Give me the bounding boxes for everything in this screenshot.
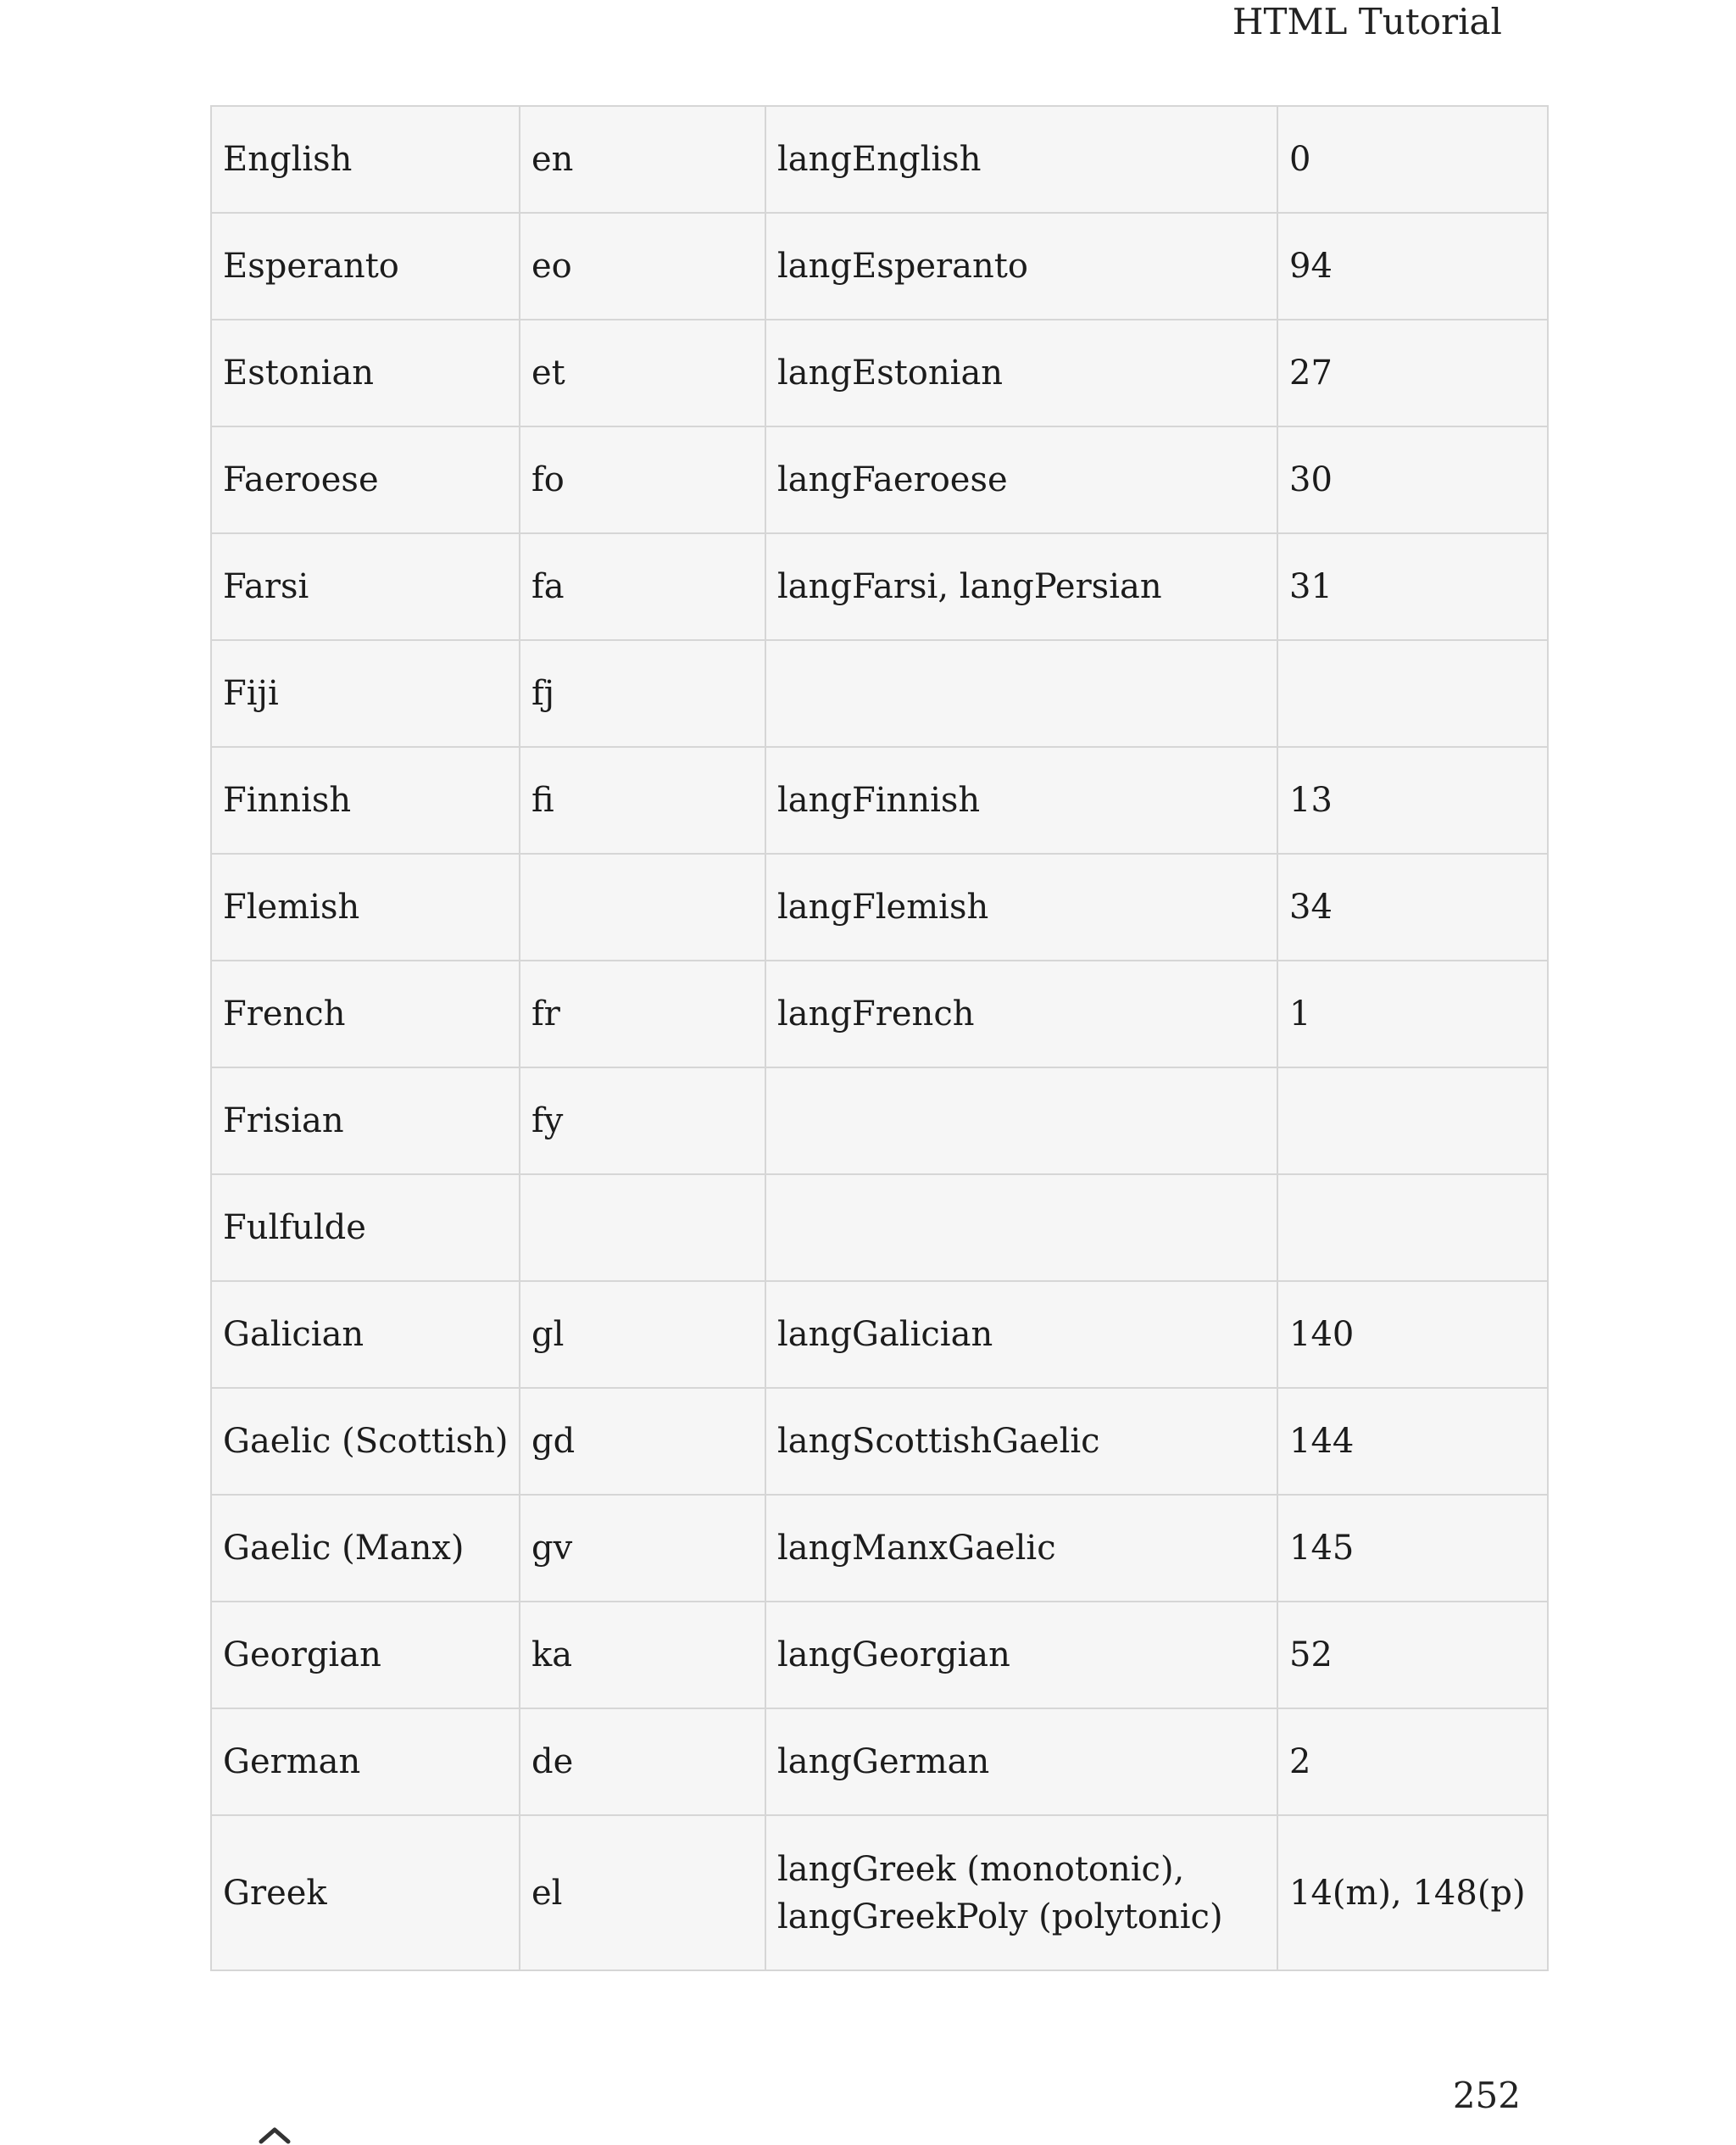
constant-cell: langGeorgian <box>765 1602 1277 1708</box>
code-cell: et <box>520 320 765 426</box>
code-cell: gl <box>520 1281 765 1388</box>
table-row <box>211 320 1548 426</box>
table-row <box>211 1174 1548 1281</box>
language-cell: Galician <box>211 1281 520 1388</box>
language-cell: Farsi <box>211 533 520 640</box>
table-row <box>211 533 1548 640</box>
id-cell <box>1277 640 1548 747</box>
constant-cell: langEnglish <box>765 106 1277 213</box>
code-cell: de <box>520 1708 765 1815</box>
language-cell: Esperanto <box>211 213 520 320</box>
language-cell: French <box>211 961 520 1067</box>
table-row <box>211 1495 1548 1602</box>
code-cell: el <box>520 1815 765 1970</box>
table-row <box>211 1067 1548 1174</box>
constant-cell: langGreek (monotonic), langGreekPoly (polytonic) <box>765 1815 1277 1970</box>
code-cell: fj <box>520 640 765 747</box>
table-row <box>211 747 1548 854</box>
table-row <box>211 1388 1548 1495</box>
code-cell <box>520 1174 765 1281</box>
code-cell: eo <box>520 213 765 320</box>
constant-cell: langFarsi, langPersian <box>765 533 1277 640</box>
language-cell: Finnish <box>211 747 520 854</box>
constant-cell: langFaeroese <box>765 426 1277 533</box>
table-row <box>211 1602 1548 1708</box>
language-cell: German <box>211 1708 520 1815</box>
language-codes-table <box>210 105 1549 1971</box>
id-cell: 31 <box>1277 533 1548 640</box>
table-row <box>211 961 1548 1067</box>
code-cell: gd <box>520 1388 765 1495</box>
language-cell: Fulfulde <box>211 1174 520 1281</box>
constant-cell: langEsperanto <box>765 213 1277 320</box>
id-cell <box>1277 1174 1548 1281</box>
language-cell: Gaelic (Manx) <box>211 1495 520 1602</box>
language-cell: Georgian <box>211 1602 520 1708</box>
code-cell: fa <box>520 533 765 640</box>
language-cell: Fiji <box>211 640 520 747</box>
page-number: 252 <box>1452 2075 1521 2116</box>
id-cell: 27 <box>1277 320 1548 426</box>
constant-cell: langManxGaelic <box>765 1495 1277 1602</box>
language-cell: Estonian <box>211 320 520 426</box>
table-row <box>211 426 1548 533</box>
id-cell: 34 <box>1277 854 1548 961</box>
table-row <box>211 1708 1548 1815</box>
id-cell: 144 <box>1277 1388 1548 1495</box>
id-cell <box>1277 1067 1548 1174</box>
id-cell: 2 <box>1277 1708 1548 1815</box>
language-cell: English <box>211 106 520 213</box>
language-cell: Greek <box>211 1815 520 1970</box>
running-header: HTML Tutorial <box>1232 1 1502 42</box>
code-cell: fy <box>520 1067 765 1174</box>
table-row <box>211 1281 1548 1388</box>
code-cell: fi <box>520 747 765 854</box>
constant-cell: langGalician <box>765 1281 1277 1388</box>
table-body <box>211 106 1548 1970</box>
code-cell <box>520 854 765 961</box>
code-cell: gv <box>520 1495 765 1602</box>
language-cell: Faeroese <box>211 426 520 533</box>
constant-cell: langScottishGaelic <box>765 1388 1277 1495</box>
table-row <box>211 106 1548 213</box>
id-cell: 1 <box>1277 961 1548 1067</box>
constant-cell: langFinnish <box>765 747 1277 854</box>
code-cell: en <box>520 106 765 213</box>
id-cell: 52 <box>1277 1602 1548 1708</box>
table-row <box>211 640 1548 747</box>
language-cell: Gaelic (Scottish) <box>211 1388 520 1495</box>
id-cell: 14(m), 148(p) <box>1277 1815 1548 1970</box>
id-cell: 94 <box>1277 213 1548 320</box>
id-cell: 30 <box>1277 426 1548 533</box>
table-row <box>211 854 1548 961</box>
code-cell: fr <box>520 961 765 1067</box>
id-cell: 13 <box>1277 747 1548 854</box>
table-row <box>211 213 1548 320</box>
constant-cell: langGerman <box>765 1708 1277 1815</box>
table-row <box>211 1815 1548 1970</box>
chevron-up-icon[interactable] <box>256 2125 293 2145</box>
language-cell: Frisian <box>211 1067 520 1174</box>
constant-cell: langFrench <box>765 961 1277 1067</box>
constant-cell <box>765 640 1277 747</box>
id-cell: 145 <box>1277 1495 1548 1602</box>
id-cell: 140 <box>1277 1281 1548 1388</box>
constant-cell <box>765 1174 1277 1281</box>
constant-cell: langEstonian <box>765 320 1277 426</box>
constant-cell: langFlemish <box>765 854 1277 961</box>
constant-cell <box>765 1067 1277 1174</box>
code-cell: fo <box>520 426 765 533</box>
language-cell: Flemish <box>211 854 520 961</box>
code-cell: ka <box>520 1602 765 1708</box>
id-cell: 0 <box>1277 106 1548 213</box>
